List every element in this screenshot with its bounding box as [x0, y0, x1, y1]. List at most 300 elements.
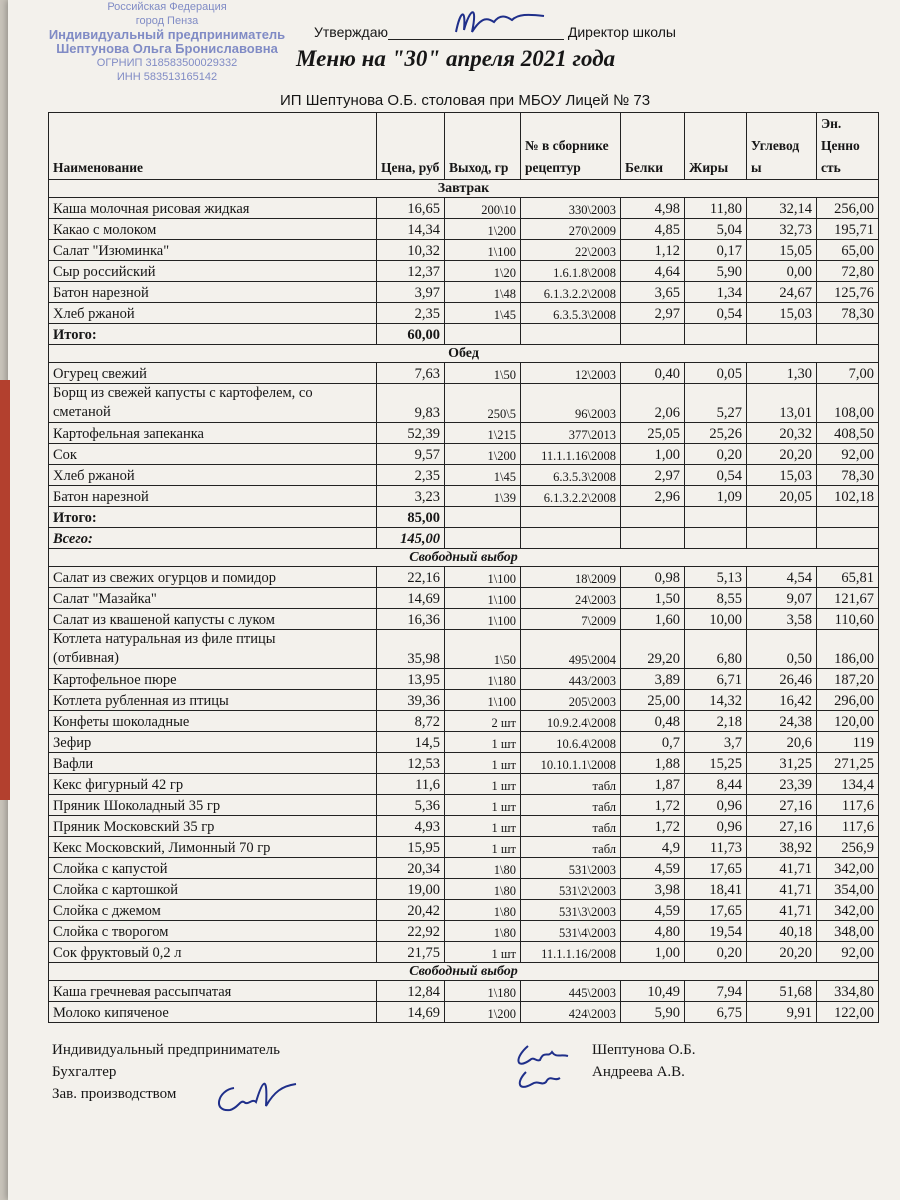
item-name: Салат "Мазайка": [49, 588, 377, 609]
item-recipe: табл: [521, 774, 621, 795]
item-energy: 342,00: [817, 900, 879, 921]
item-fat: 19,54: [685, 921, 747, 942]
table-row: [49, 219, 879, 240]
item-carbs: 27,16: [747, 816, 817, 837]
item-fat: 17,65: [685, 900, 747, 921]
item-fat: 7,94: [685, 981, 747, 1002]
item-fat: 11,80: [685, 198, 747, 219]
item-recipe: 531\2\2003: [521, 879, 621, 900]
item-energy: 78,30: [817, 303, 879, 324]
total-value: 85,00: [377, 507, 445, 528]
item-name: Пряник Московский 35 гр: [49, 816, 377, 837]
item-price: 14,34: [377, 219, 445, 240]
item-name: Огурец свежий: [49, 363, 377, 384]
item-yield: 1\100: [445, 588, 521, 609]
item-protein: 2,97: [621, 303, 685, 324]
item-name: Слойка с джемом: [49, 900, 377, 921]
item-price: 22,16: [377, 567, 445, 588]
item-protein: 4,9: [621, 837, 685, 858]
item-energy: 78,30: [817, 465, 879, 486]
item-protein: 1,12: [621, 240, 685, 261]
item-name: Кекс фигурный 42 гр: [49, 774, 377, 795]
item-protein: 4,85: [621, 219, 685, 240]
item-carbs: 32,14: [747, 198, 817, 219]
item-price: 12,53: [377, 753, 445, 774]
item-price: 12,37: [377, 261, 445, 282]
table-row: [49, 303, 879, 324]
item-energy: 119: [817, 732, 879, 753]
item-energy: 102,18: [817, 486, 879, 507]
item-fat: 2,18: [685, 711, 747, 732]
item-name: Какао с молоком: [49, 219, 377, 240]
company-stamp: [38, 0, 296, 86]
item-recipe: 7\2009: [521, 609, 621, 630]
item-carbs: 51,68: [747, 981, 817, 1002]
item-name: Салат "Изюминка": [49, 240, 377, 261]
item-protein: 0,40: [621, 363, 685, 384]
item-name: Слойка с капустой: [49, 858, 377, 879]
item-yield: 1 шт: [445, 837, 521, 858]
section-lunch: [49, 345, 879, 363]
breakfast-total-row: [49, 324, 879, 345]
item-recipe: 10.9.2.4\2008: [521, 711, 621, 732]
item-recipe: 270\2009: [521, 219, 621, 240]
item-fat: 0,05: [685, 363, 747, 384]
page-subtitle: ИП Шептунова О.Б. столовая при МБОУ Лицей № 73: [280, 92, 651, 109]
item-protein: 0,98: [621, 567, 685, 588]
item-protein: 4,59: [621, 900, 685, 921]
item-energy: 256,9: [817, 837, 879, 858]
item-energy: 271,25: [817, 753, 879, 774]
item-price: 20,42: [377, 900, 445, 921]
item-name: Картофельная запеканка: [49, 423, 377, 444]
item-name: Каша молочная рисовая жидкая: [49, 198, 377, 219]
item-energy: 134,4: [817, 774, 879, 795]
menu-table: [48, 112, 879, 1023]
item-price: 39,36: [377, 690, 445, 711]
item-name: Котлета натуральная из филе птицы (отбивная): [49, 630, 377, 669]
table-row: [49, 486, 879, 507]
grand-total-label: Всего:: [49, 528, 377, 549]
owner-signature-icon: [508, 1038, 578, 1098]
item-price: 2,35: [377, 465, 445, 486]
item-carbs: 0,50: [747, 630, 817, 669]
item-protein: 25,05: [621, 423, 685, 444]
item-carbs: 31,25: [747, 753, 817, 774]
item-fat: 6,75: [685, 1002, 747, 1023]
item-yield: 1\50: [445, 363, 521, 384]
item-name: Борщ из свежей капусты с картофелем, со сметаной: [49, 384, 377, 423]
item-carbs: 15,03: [747, 303, 817, 324]
item-carbs: 20,6: [747, 732, 817, 753]
item-price: 9,83: [377, 384, 445, 423]
table-row: [49, 465, 879, 486]
item-name: Батон нарезной: [49, 486, 377, 507]
item-price: 7,63: [377, 363, 445, 384]
item-name: Сыр российский: [49, 261, 377, 282]
item-price: 19,00: [377, 879, 445, 900]
item-recipe: 531\4\2003: [521, 921, 621, 942]
item-name: Молоко кипяченое: [49, 1002, 377, 1023]
item-price: 35,98: [377, 630, 445, 669]
item-name: Салат из свежих огурцов и помидор: [49, 567, 377, 588]
section-breakfast: [49, 180, 879, 198]
item-name: Слойка с творогом: [49, 921, 377, 942]
item-fat: 0,54: [685, 465, 747, 486]
item-fat: 0,20: [685, 942, 747, 963]
col-price-header: Цена, руб: [377, 113, 445, 180]
item-recipe: 531\2003: [521, 858, 621, 879]
item-recipe: 24\2003: [521, 588, 621, 609]
item-yield: 1 шт: [445, 795, 521, 816]
item-carbs: 1,30: [747, 363, 817, 384]
col-carbs-header: Углевод ы: [747, 113, 817, 180]
item-price: 3,23: [377, 486, 445, 507]
table-row: [49, 282, 879, 303]
item-recipe: 22\2003: [521, 240, 621, 261]
item-recipe: 11.1.1.16/2008: [521, 942, 621, 963]
col-energy-header: Эн. Ценно сть: [817, 113, 879, 180]
table-row: [49, 753, 879, 774]
item-protein: 1,50: [621, 588, 685, 609]
item-recipe: табл: [521, 816, 621, 837]
item-yield: 1\45: [445, 303, 521, 324]
table-row: [49, 669, 879, 690]
col-yield-header: Выход, гр: [445, 113, 521, 180]
item-recipe: 6.3.5.3\2008: [521, 303, 621, 324]
item-energy: 120,00: [817, 711, 879, 732]
item-price: 10,32: [377, 240, 445, 261]
item-price: 3,97: [377, 282, 445, 303]
table-row: [49, 774, 879, 795]
item-fat: 1,34: [685, 282, 747, 303]
item-carbs: 40,18: [747, 921, 817, 942]
item-price: 20,34: [377, 858, 445, 879]
item-fat: 0,20: [685, 444, 747, 465]
item-name: Салат из квашеной капусты с луком: [49, 609, 377, 630]
item-price: 15,95: [377, 837, 445, 858]
item-protein: 1,60: [621, 609, 685, 630]
item-carbs: 41,71: [747, 858, 817, 879]
item-fat: 5,27: [685, 384, 747, 423]
col-protein-header: Белки: [621, 113, 685, 180]
item-recipe: 424\2003: [521, 1002, 621, 1023]
item-protein: 25,00: [621, 690, 685, 711]
item-carbs: 9,91: [747, 1002, 817, 1023]
item-recipe: табл: [521, 837, 621, 858]
table-row: [49, 900, 879, 921]
table-row: [49, 1002, 879, 1023]
item-yield: 1 шт: [445, 774, 521, 795]
table-row: [49, 363, 879, 384]
item-name: Пряник Шоколадный 35 гр: [49, 795, 377, 816]
item-yield: 1\100: [445, 609, 521, 630]
table-row: [49, 609, 879, 630]
item-recipe: 1.6.1.8\2008: [521, 261, 621, 282]
item-yield: 1\20: [445, 261, 521, 282]
item-yield: 1 шт: [445, 942, 521, 963]
item-carbs: 9,07: [747, 588, 817, 609]
section-title: Свободный выбор: [49, 549, 879, 567]
stamp-line: ИНН 583513165142: [116, 71, 218, 83]
item-carbs: 24,38: [747, 711, 817, 732]
item-price: 16,65: [377, 198, 445, 219]
item-carbs: 20,32: [747, 423, 817, 444]
table-row: [49, 942, 879, 963]
item-fat: 10,00: [685, 609, 747, 630]
item-name: Картофельное пюре: [49, 669, 377, 690]
item-carbs: 3,58: [747, 609, 817, 630]
item-carbs: 38,92: [747, 837, 817, 858]
item-recipe: 96\2003: [521, 384, 621, 423]
section-title: Обед: [49, 345, 879, 363]
item-yield: 1\200: [445, 444, 521, 465]
item-fat: 17,65: [685, 858, 747, 879]
item-name: Каша гречневая рассыпчатая: [49, 981, 377, 1002]
item-fat: 0,17: [685, 240, 747, 261]
item-fat: 14,32: [685, 690, 747, 711]
item-fat: 1,09: [685, 486, 747, 507]
item-yield: 1\100: [445, 690, 521, 711]
item-yield: 250\5: [445, 384, 521, 423]
item-fat: 8,44: [685, 774, 747, 795]
item-price: 11,6: [377, 774, 445, 795]
item-name: Сок фруктовый 0,2 л: [49, 942, 377, 963]
item-energy: 7,00: [817, 363, 879, 384]
item-price: 52,39: [377, 423, 445, 444]
item-fat: 5,04: [685, 219, 747, 240]
item-fat: 25,26: [685, 423, 747, 444]
col-fat-header: Жиры: [685, 113, 747, 180]
item-energy: 122,00: [817, 1002, 879, 1023]
item-recipe: 18\2009: [521, 567, 621, 588]
item-price: 14,5: [377, 732, 445, 753]
item-energy: 408,50: [817, 423, 879, 444]
item-fat: 5,13: [685, 567, 747, 588]
item-yield: 1\48: [445, 282, 521, 303]
item-price: 9,57: [377, 444, 445, 465]
item-price: 12,84: [377, 981, 445, 1002]
section-title: Завтрак: [49, 180, 879, 198]
table-header-row: [49, 113, 879, 180]
item-energy: 92,00: [817, 942, 879, 963]
item-protein: 4,98: [621, 198, 685, 219]
item-yield: 1\50: [445, 630, 521, 669]
col-name-header: Наименование: [49, 113, 377, 180]
item-carbs: 41,71: [747, 900, 817, 921]
section-free-choice-2: [49, 963, 879, 981]
item-yield: 1\100: [445, 240, 521, 261]
item-protein: 0,7: [621, 732, 685, 753]
item-recipe: 495\2004: [521, 630, 621, 669]
item-recipe: 377\2013: [521, 423, 621, 444]
item-yield: 1\80: [445, 921, 521, 942]
table-row: [49, 690, 879, 711]
item-name: Вафли: [49, 753, 377, 774]
approval-position: Директор школы: [567, 24, 676, 40]
item-protein: 3,89: [621, 669, 685, 690]
item-protein: 3,98: [621, 879, 685, 900]
item-price: 13,95: [377, 669, 445, 690]
document-page: [8, 0, 900, 1200]
item-price: 5,36: [377, 795, 445, 816]
total-label: Итого:: [49, 507, 377, 528]
item-carbs: 41,71: [747, 879, 817, 900]
stamp-line: город Пенза: [135, 15, 199, 27]
item-yield: 1\215: [445, 423, 521, 444]
item-carbs: 23,39: [747, 774, 817, 795]
item-protein: 1,87: [621, 774, 685, 795]
footer-role: Зав. производством: [52, 1086, 177, 1102]
item-energy: 65,00: [817, 240, 879, 261]
item-recipe: табл: [521, 795, 621, 816]
item-protein: 4,80: [621, 921, 685, 942]
item-fat: 6,80: [685, 630, 747, 669]
item-energy: 117,6: [817, 816, 879, 837]
item-recipe: 330\2003: [521, 198, 621, 219]
col-recipe-header: № в сборнике рецептур: [521, 113, 621, 180]
item-carbs: 13,01: [747, 384, 817, 423]
item-fat: 0,54: [685, 303, 747, 324]
item-yield: 1\80: [445, 879, 521, 900]
footer-person: Андреева А.В.: [592, 1064, 685, 1080]
item-energy: 110,60: [817, 609, 879, 630]
item-protein: 1,00: [621, 444, 685, 465]
item-name: Кекс Московский, Лимонный 70 гр: [49, 837, 377, 858]
signatures-block: [52, 1042, 852, 1108]
item-protein: 10,49: [621, 981, 685, 1002]
item-energy: 256,00: [817, 198, 879, 219]
item-energy: 65,81: [817, 567, 879, 588]
item-yield: 1\100: [445, 567, 521, 588]
item-protein: 5,90: [621, 1002, 685, 1023]
stamp-line: Российская Федерация: [107, 1, 227, 13]
item-recipe: 6.3.5.3\2008: [521, 465, 621, 486]
item-price: 22,92: [377, 921, 445, 942]
item-recipe: 205\2003: [521, 690, 621, 711]
item-energy: 354,00: [817, 879, 879, 900]
item-yield: 1\200: [445, 219, 521, 240]
manager-signature-icon: [204, 1062, 304, 1122]
item-energy: 187,20: [817, 669, 879, 690]
item-yield: 1\45: [445, 465, 521, 486]
table-row: [49, 732, 879, 753]
table-row: [49, 981, 879, 1002]
item-fat: 5,90: [685, 261, 747, 282]
item-recipe: 445\2003: [521, 981, 621, 1002]
item-energy: 125,76: [817, 282, 879, 303]
item-price: 2,35: [377, 303, 445, 324]
item-yield: 1\180: [445, 669, 521, 690]
total-label: Итого:: [49, 324, 377, 345]
item-recipe: 6.1.3.2.2\2008: [521, 282, 621, 303]
section-title: Свободный выбор: [49, 963, 879, 981]
item-recipe: 443/2003: [521, 669, 621, 690]
item-protein: 2,97: [621, 465, 685, 486]
item-energy: 334,80: [817, 981, 879, 1002]
item-carbs: 20,20: [747, 444, 817, 465]
item-name: Слойка с картошкой: [49, 879, 377, 900]
item-carbs: 27,16: [747, 795, 817, 816]
item-fat: 3,7: [685, 732, 747, 753]
item-name: Батон нарезной: [49, 282, 377, 303]
item-yield: 1\39: [445, 486, 521, 507]
table-row: [49, 795, 879, 816]
item-carbs: 32,73: [747, 219, 817, 240]
item-energy: 296,00: [817, 690, 879, 711]
item-carbs: 15,05: [747, 240, 817, 261]
item-energy: 117,6: [817, 795, 879, 816]
item-protein: 3,65: [621, 282, 685, 303]
total-value: 60,00: [377, 324, 445, 345]
item-yield: 1\80: [445, 858, 521, 879]
item-price: 8,72: [377, 711, 445, 732]
item-price: 21,75: [377, 942, 445, 963]
item-protein: 2,06: [621, 384, 685, 423]
item-carbs: 16,42: [747, 690, 817, 711]
stamp-line: Индивидуальный предприниматель: [48, 27, 286, 42]
table-row: [49, 423, 879, 444]
item-carbs: 24,67: [747, 282, 817, 303]
item-carbs: 26,46: [747, 669, 817, 690]
item-recipe: 12\2003: [521, 363, 621, 384]
stamp-line: Шептунова Ольга Брониславовна: [56, 41, 278, 56]
table-row: [49, 444, 879, 465]
table-row: [49, 240, 879, 261]
item-energy: 92,00: [817, 444, 879, 465]
item-price: 14,69: [377, 588, 445, 609]
item-price: 14,69: [377, 1002, 445, 1023]
approval-label: Утверждаю: [314, 24, 388, 40]
item-yield: 1\80: [445, 900, 521, 921]
stamp-line: ОГРНИП 318583500029332: [96, 57, 238, 69]
item-yield: 200\10: [445, 198, 521, 219]
item-protein: 1,00: [621, 942, 685, 963]
grand-total-row: [49, 528, 879, 549]
table-row: [49, 630, 879, 669]
item-energy: 342,00: [817, 858, 879, 879]
item-recipe: 531\3\2003: [521, 900, 621, 921]
item-energy: 186,00: [817, 630, 879, 669]
director-signature-icon: [448, 2, 548, 42]
item-protein: 29,20: [621, 630, 685, 669]
item-carbs: 4,54: [747, 567, 817, 588]
item-carbs: 15,03: [747, 465, 817, 486]
item-protein: 1,72: [621, 795, 685, 816]
table-row: [49, 858, 879, 879]
item-protein: 4,59: [621, 858, 685, 879]
lunch-total-row: [49, 507, 879, 528]
table-row: [49, 384, 879, 423]
footer-person: Шептунова О.Б.: [592, 1042, 696, 1058]
item-name: Зефир: [49, 732, 377, 753]
item-recipe: 6.1.3.2.2\2008: [521, 486, 621, 507]
item-energy: 195,71: [817, 219, 879, 240]
item-fat: 18,41: [685, 879, 747, 900]
item-energy: 108,00: [817, 384, 879, 423]
section-free-choice: [49, 549, 879, 567]
item-yield: 1\180: [445, 981, 521, 1002]
item-name: Конфеты шоколадные: [49, 711, 377, 732]
table-row: [49, 198, 879, 219]
item-fat: 0,96: [685, 795, 747, 816]
item-energy: 348,00: [817, 921, 879, 942]
footer-role: Бухгалтер: [52, 1064, 117, 1080]
footer-role: Индивидуальный предприниматель: [52, 1042, 280, 1058]
item-price: 4,93: [377, 816, 445, 837]
grand-total-value: 145,00: [377, 528, 445, 549]
item-price: 16,36: [377, 609, 445, 630]
